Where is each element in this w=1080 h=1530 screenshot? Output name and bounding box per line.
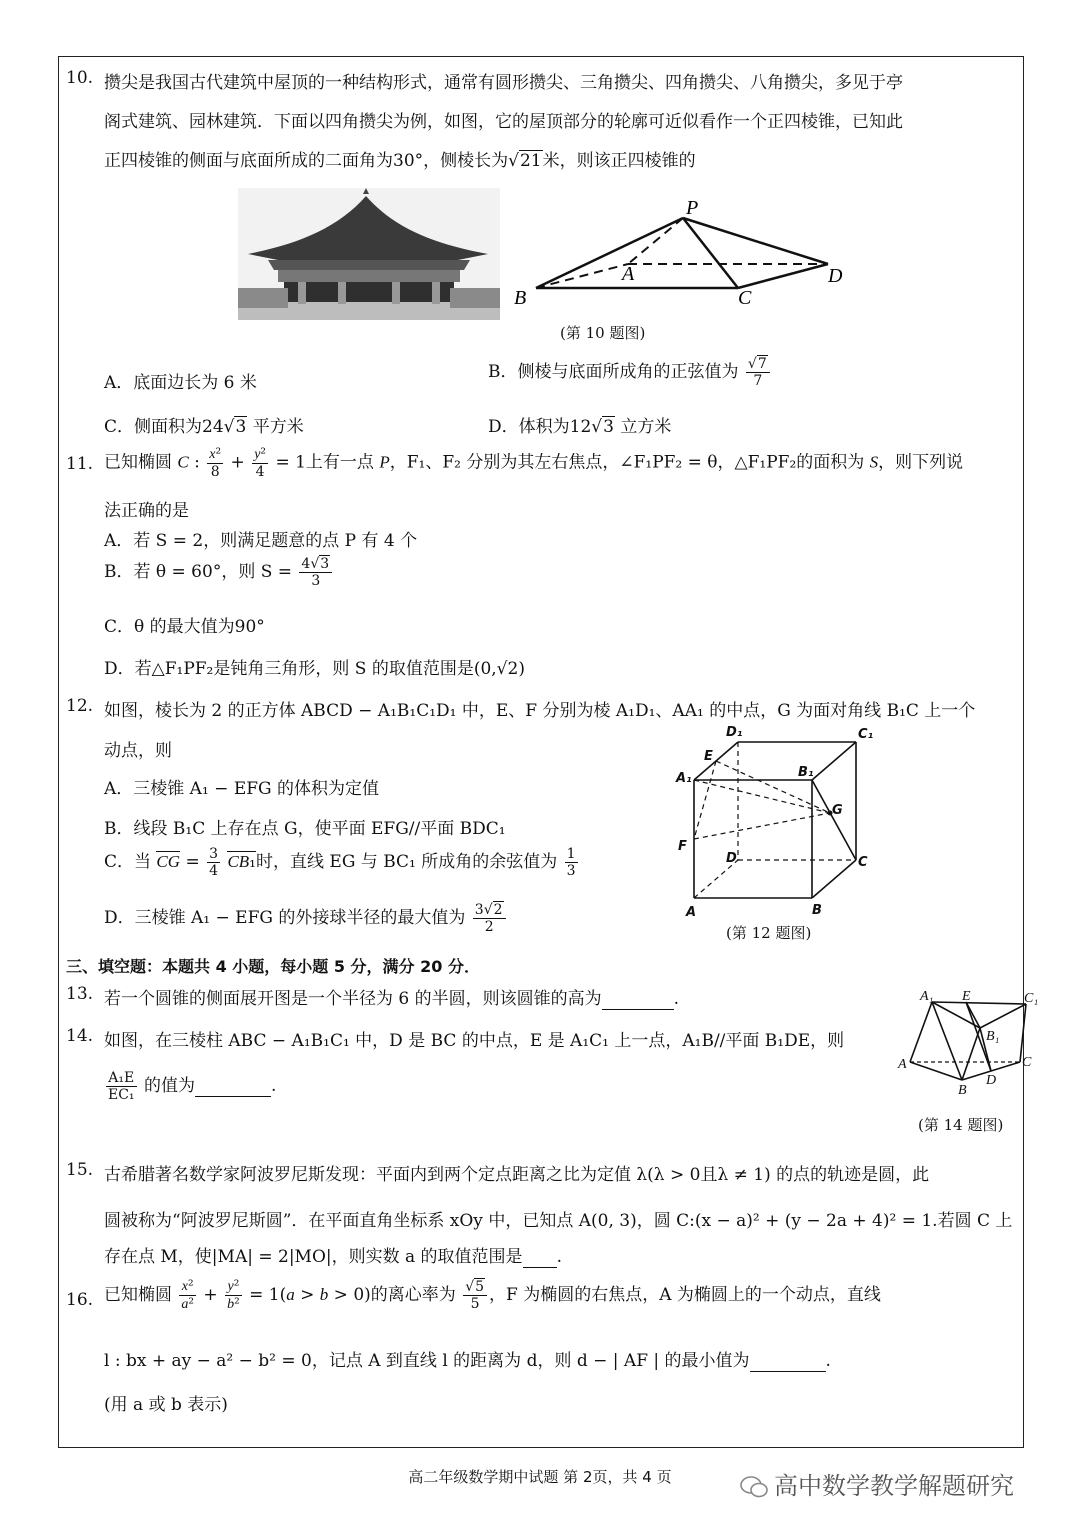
label-B: B bbox=[812, 903, 822, 918]
pavilion-image bbox=[238, 188, 500, 320]
pavilion-photo bbox=[238, 188, 500, 320]
q12-caption: (第 12 题图) bbox=[726, 924, 812, 942]
label-P: P bbox=[686, 197, 699, 219]
q10-pyramid-figure bbox=[500, 196, 860, 314]
label-A1: A₁ bbox=[676, 771, 692, 786]
q11-line2: 法正确的是 bbox=[104, 501, 189, 521]
label-E: E bbox=[962, 990, 971, 1004]
label-D: D bbox=[726, 851, 737, 866]
label-C: C bbox=[858, 855, 868, 870]
q16-line1: 已知椭圆 $\frac{\text{x²}}{\text{a²}}$ + $\frac{\text{y²}}{\text{b²}}$ = 1(a > b > 0)的离心率为 $\frac{√5}{5}$ ，F 为椭圆的右焦点，A 为椭圆上的一个动点，直线 bbox=[104, 1278, 881, 1312]
q10-number: 10. bbox=[66, 68, 94, 88]
q10-line2: 阁式建筑、园林建筑．下面以四角攒尖为例，如图，它的屋顶部分的轮廓可近似看作一个正四棱锥，已知此 bbox=[104, 112, 903, 132]
label-A1: A₁ bbox=[920, 990, 934, 1004]
q11-option-d: D．若△F₁PF₂是钝角三角形，则 S 的取值范围是(0,√2) bbox=[104, 659, 525, 679]
q11-option-c: C．θ 的最大值为90° bbox=[104, 617, 265, 637]
q16-line3: (用 a 或 b 表示) bbox=[104, 1395, 228, 1415]
q10-line1: 攒尖是我国古代建筑中屋顶的一种结构形式，通常有圆形攒尖、三角攒尖、四角攒尖、八角攒尖，多见于亭 bbox=[104, 73, 903, 93]
q12-line2: 动点，则 bbox=[104, 741, 172, 761]
label-D: D bbox=[828, 265, 843, 287]
q10-option-b: B．侧棱与底面所成角的正弦值为 $\frac{√7}{7}$ bbox=[488, 356, 772, 389]
q11-number: 11. bbox=[66, 454, 94, 474]
q12-option-d: D．三棱锥 A₁ − EFG 的外接球半径的最大值为 $\frac{3√2}{2}$ bbox=[104, 902, 508, 935]
watermark: 高中数学教学解题研究 bbox=[774, 1472, 1014, 1500]
q12-option-c: C．当 CG = $\frac{3}{4}$ CB₁时，直线 EG 与 BC₁ 所成角的余弦值为 $\frac{1}{3}$ bbox=[104, 846, 576, 879]
label-B: B bbox=[514, 287, 527, 309]
q10-caption: (第 10 题图) bbox=[560, 324, 646, 342]
q12-option-a: A．三棱锥 A₁ − EFG 的体积为定值 bbox=[104, 779, 380, 799]
q12-number: 12. bbox=[66, 696, 94, 716]
q14-prism-figure bbox=[896, 990, 1056, 1094]
q14-caption: (第 14 题图) bbox=[918, 1116, 1004, 1134]
q14-line2: $\frac{\text{A₁E}}{\text{EC₁}}$ 的值为 . bbox=[108, 1070, 277, 1103]
q14-line1: 如图，在三棱柱 ABC − A₁B₁C₁ 中，D 是 BC 的中点，E 是 A₁C₁ 上一点，A₁B//平面 B₁DE，则 bbox=[104, 1031, 845, 1051]
q12-option-b: B．线段 B₁C 上存在点 G，使平面 EFG//平面 BDC₁ bbox=[104, 819, 506, 839]
page-footer: 高二年级数学期中试题 第 2页，共 4 页 bbox=[408, 1468, 672, 1486]
q11-option-b: B．若 θ = 60°，则 S = $\frac{4√3}{3}$ bbox=[104, 556, 334, 589]
label-B1: B₁ bbox=[798, 765, 814, 780]
q15-line3: 存在点 M，使|MA| = 2|MO|，则实数 a 的取值范围是 . bbox=[104, 1247, 562, 1267]
label-F: F bbox=[678, 839, 687, 854]
q10-option-a: A．底面边长为 6 米 bbox=[104, 373, 257, 393]
label-C: C bbox=[1022, 1055, 1032, 1070]
label-G: G bbox=[832, 803, 843, 818]
label-D1: D₁ bbox=[726, 725, 743, 740]
label-E: E bbox=[704, 749, 713, 764]
label-A: A bbox=[686, 905, 697, 920]
q16-number: 16. bbox=[66, 1290, 94, 1310]
label-A: A bbox=[898, 1057, 907, 1072]
label-B: B bbox=[958, 1083, 967, 1094]
label-D: D bbox=[986, 1073, 997, 1088]
q12-cube-figure bbox=[672, 720, 882, 920]
label-C1: C₁ bbox=[1024, 991, 1039, 1006]
q12-line1: 如图，棱长为 2 的正方体 ABCD − A₁B₁C₁D₁ 中，E、F 分别为棱 A₁D₁、AA₁ 的中点，G 为面对角线 B₁C 上一个 bbox=[104, 701, 976, 721]
q11-option-a: A．若 S = 2，则满足题意的点 P 有 4 个 bbox=[104, 531, 418, 551]
label-C1: C₁ bbox=[858, 727, 874, 742]
q10-option-c: C．侧面积为24√3 平方米 bbox=[104, 417, 304, 437]
label-C: C bbox=[738, 287, 752, 309]
q15-line2: 圆被称为“阿波罗尼斯圆”．在平面直角坐标系 xOy 中，已知点 A(0, 3)，圆 C:(x − a)² + (y − 2a + 4)² = 1.若圆 C 上 bbox=[104, 1211, 1013, 1231]
label-A: A bbox=[622, 263, 635, 285]
q13-number: 13. bbox=[66, 984, 94, 1004]
q16-line2: l : bx + ay − a² − b² = 0，记点 A 到直线 l 的距离为 d，则 d − | AF | 的最小值为 . bbox=[104, 1351, 831, 1371]
q15-number: 15. bbox=[66, 1160, 94, 1180]
q10-option-d: D．体积为12√3 立方米 bbox=[488, 417, 672, 437]
section-3-heading: 三、填空题：本题共 4 小题，每小题 5 分，满分 20 分． bbox=[66, 957, 480, 976]
label-B1: B₁ bbox=[986, 1029, 1000, 1044]
q10-line3: 正四棱锥的侧面与底面所成的二面角为30°，侧棱长为√21米，则该正四棱锥的 bbox=[104, 151, 696, 171]
q14-number: 14. bbox=[66, 1026, 94, 1046]
q13-text: 若一个圆锥的侧面展开图是一个半径为 6 的半圆，则该圆锥的高为 . bbox=[104, 989, 680, 1009]
wechat-icon bbox=[740, 1476, 768, 1498]
q11-line1: 已知椭圆 C : $\frac{\text{x²}}{8}$ + $\frac{\text{y²}}{4}$ = 1上有一点 P，F₁、F₂ 分别为其左右焦点，∠F₁PF₂ = θ，△F₁PF₂的面积为 S，则下列说 bbox=[104, 446, 964, 480]
q15-line1: 古希腊著名数学家阿波罗尼斯发现：平面内到两个定点距离之比为定值 λ(λ > 0且λ ≠ 1) 的点的轨迹是圆，此 bbox=[104, 1165, 930, 1185]
